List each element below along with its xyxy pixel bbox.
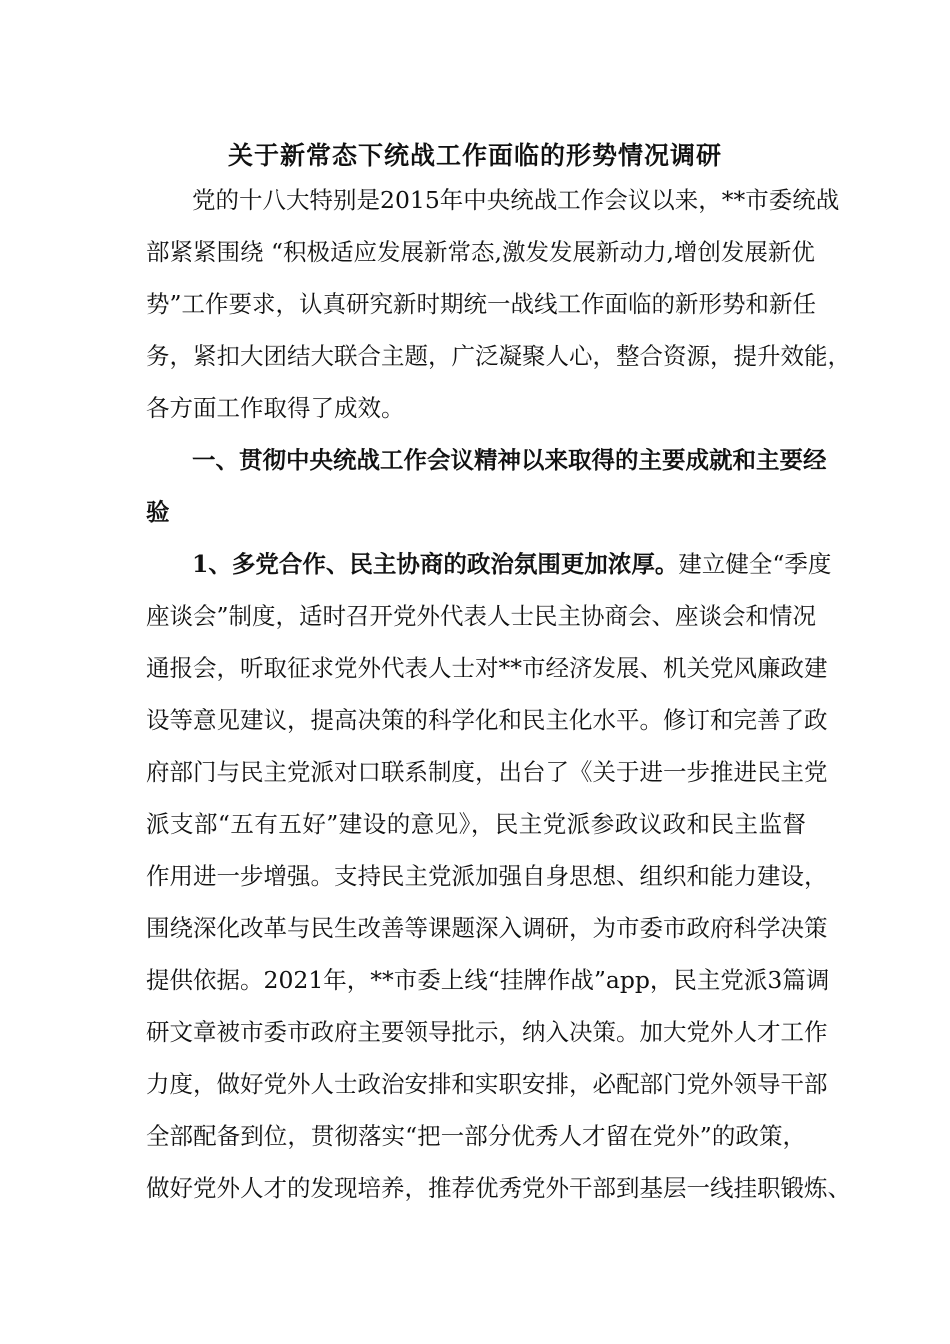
body-line: 作用进一步增强。支持民主党派加强自身思想、组织和能力建设， [146,862,828,890]
intro-line: 部紧紧围绕 “积极适应发展新常态,激发发展新动力,增创发展新优 [146,238,815,266]
body-line: 设等意见建议，提高决策的科学化和民主化水平。修订和完善了政 [146,706,828,734]
point-first-line [192,544,832,584]
section-heading: 一、贯彻中央统战工作会议精神以来取得的主要成就和主要经 [192,446,827,474]
body-line: 全部配备到位，贯彻落实“把一部分优秀人才留在党外”的政策， [146,1122,806,1150]
body-line: 座谈会”制度，适时召开党外代表人士民主协商会、座谈会和情况 [146,602,817,630]
intro-line: 党的十八大特别是2015年中央统战工作会议以来，**市委统战 [192,186,840,214]
body-line: 府部门与民主党派对口联系制度，出台了《关于进一步推进民主党 [146,758,828,786]
body-line: 做好党外人才的发现培养，推荐优秀党外干部到基层一线挂职锻炼、 [146,1174,851,1202]
body-line: 提供依据。2021年，**市委上线“挂牌作战”app，民主党派3篇调 [146,966,830,994]
body-line: 围绕深化改革与民生改善等课题深入调研，为市委市政府科学决策 [146,914,828,942]
point-first-line-text: 建立健全“季度 [678,550,832,578]
document-title: 关于新常态下统战工作面临的形势情况调研 [227,141,722,170]
body-line: 派支部“五有五好”建设的意见》，民主党派参政议政和民主监督 [146,810,806,838]
intro-line: 各方面工作取得了成效。 [146,394,405,422]
body-line: 通报会，听取征求党外代表人士对**市经济发展、机关党风廉政建 [146,654,828,682]
section-heading: 验 [146,498,170,526]
point-heading: 1、多党合作、民主协商的政治氛围更加浓厚。 [192,550,679,578]
intro-line: 务，紧扣大团结大联合主题，广泛凝聚人心，整合资源，提升效能， [146,342,851,370]
intro-line: 势”工作要求，认真研究新时期统一战线工作面临的新形势和新任 [146,290,817,318]
body-line: 研文章被市委市政府主要领导批示，纳入决策。加大党外人才工作 [146,1018,828,1046]
body-line: 力度，做好党外人士政治安排和实职安排，必配部门党外领导干部 [146,1070,828,1098]
